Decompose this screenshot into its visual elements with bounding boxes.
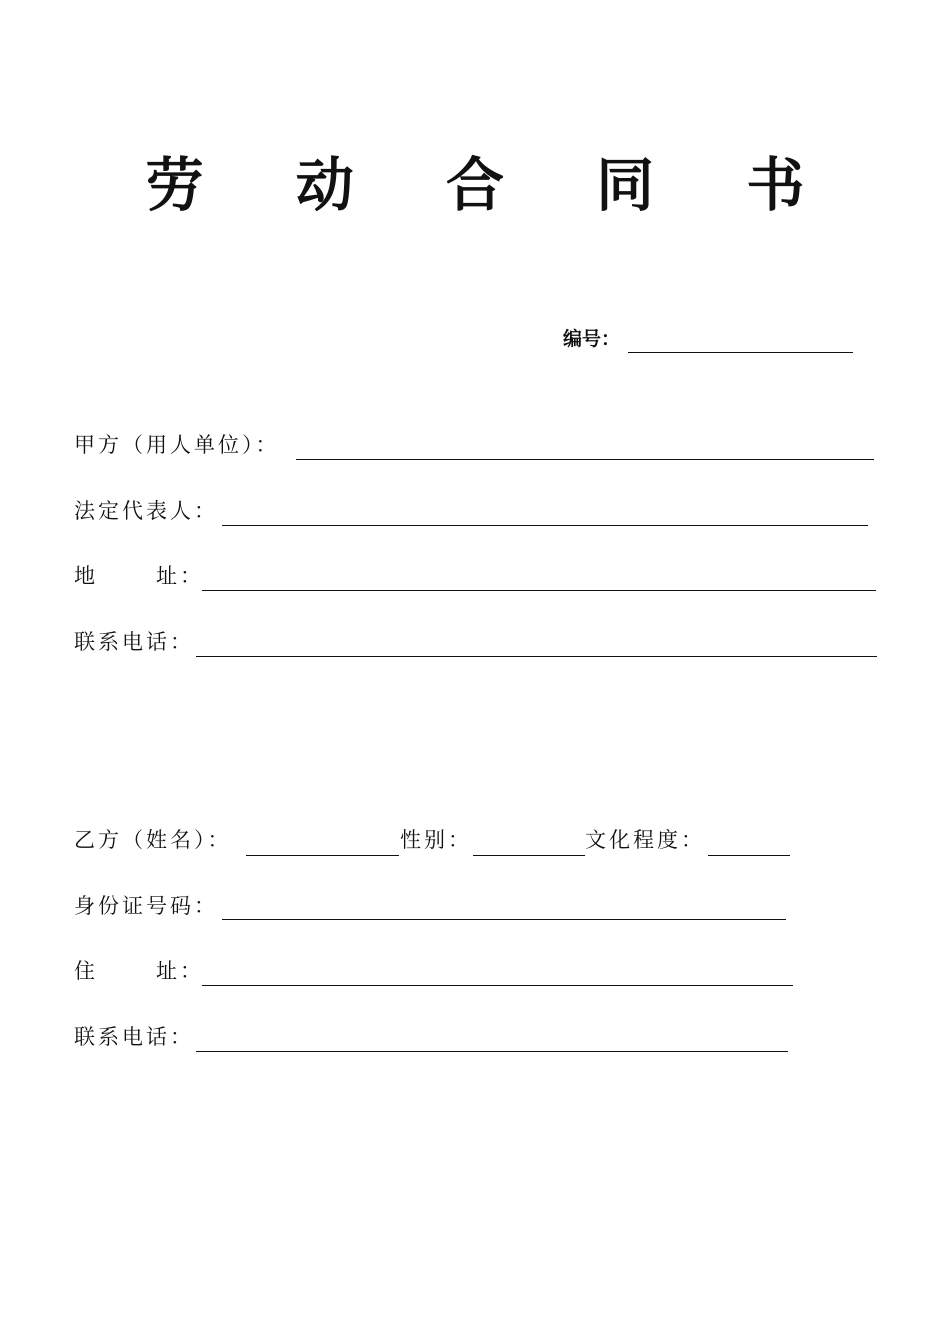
party-b-phone-label: 联系电话： <box>74 1025 194 1049</box>
party-b-phone-field[interactable] <box>196 1051 788 1052</box>
party-b-address-field[interactable] <box>202 985 793 986</box>
party-b-id-number-field[interactable] <box>222 919 786 920</box>
party-a-phone-label: 联系电话： <box>74 630 194 654</box>
party-b-name-label: 乙方（姓名）： <box>74 828 232 852</box>
party-b-id-number-label: 身份证号码： <box>74 894 218 918</box>
party-a-legal-rep-label: 法定代表人： <box>74 499 218 523</box>
party-a-address-field[interactable] <box>202 590 876 591</box>
party-a-name-label: 甲方（用人单位）： <box>74 433 280 457</box>
party-a-phone-field[interactable] <box>196 656 877 657</box>
party-b-education-label: 文化程度： <box>585 828 705 852</box>
document-title: 劳 动 合 同 书 <box>145 151 841 219</box>
party-a-legal-rep-field[interactable] <box>222 525 868 526</box>
serial-number-field[interactable] <box>628 352 853 353</box>
serial-number-label: 编号： <box>563 328 621 350</box>
party-b-name-field[interactable] <box>246 855 399 856</box>
party-b-education-field[interactable] <box>708 855 790 856</box>
party-b-address-label: 住 址： <box>74 959 205 983</box>
party-a-address-label: 地 址： <box>74 564 205 588</box>
party-a-name-field[interactable] <box>296 459 874 460</box>
party-b-gender-field[interactable] <box>473 855 585 856</box>
party-b-gender-label: 性别： <box>400 828 472 852</box>
